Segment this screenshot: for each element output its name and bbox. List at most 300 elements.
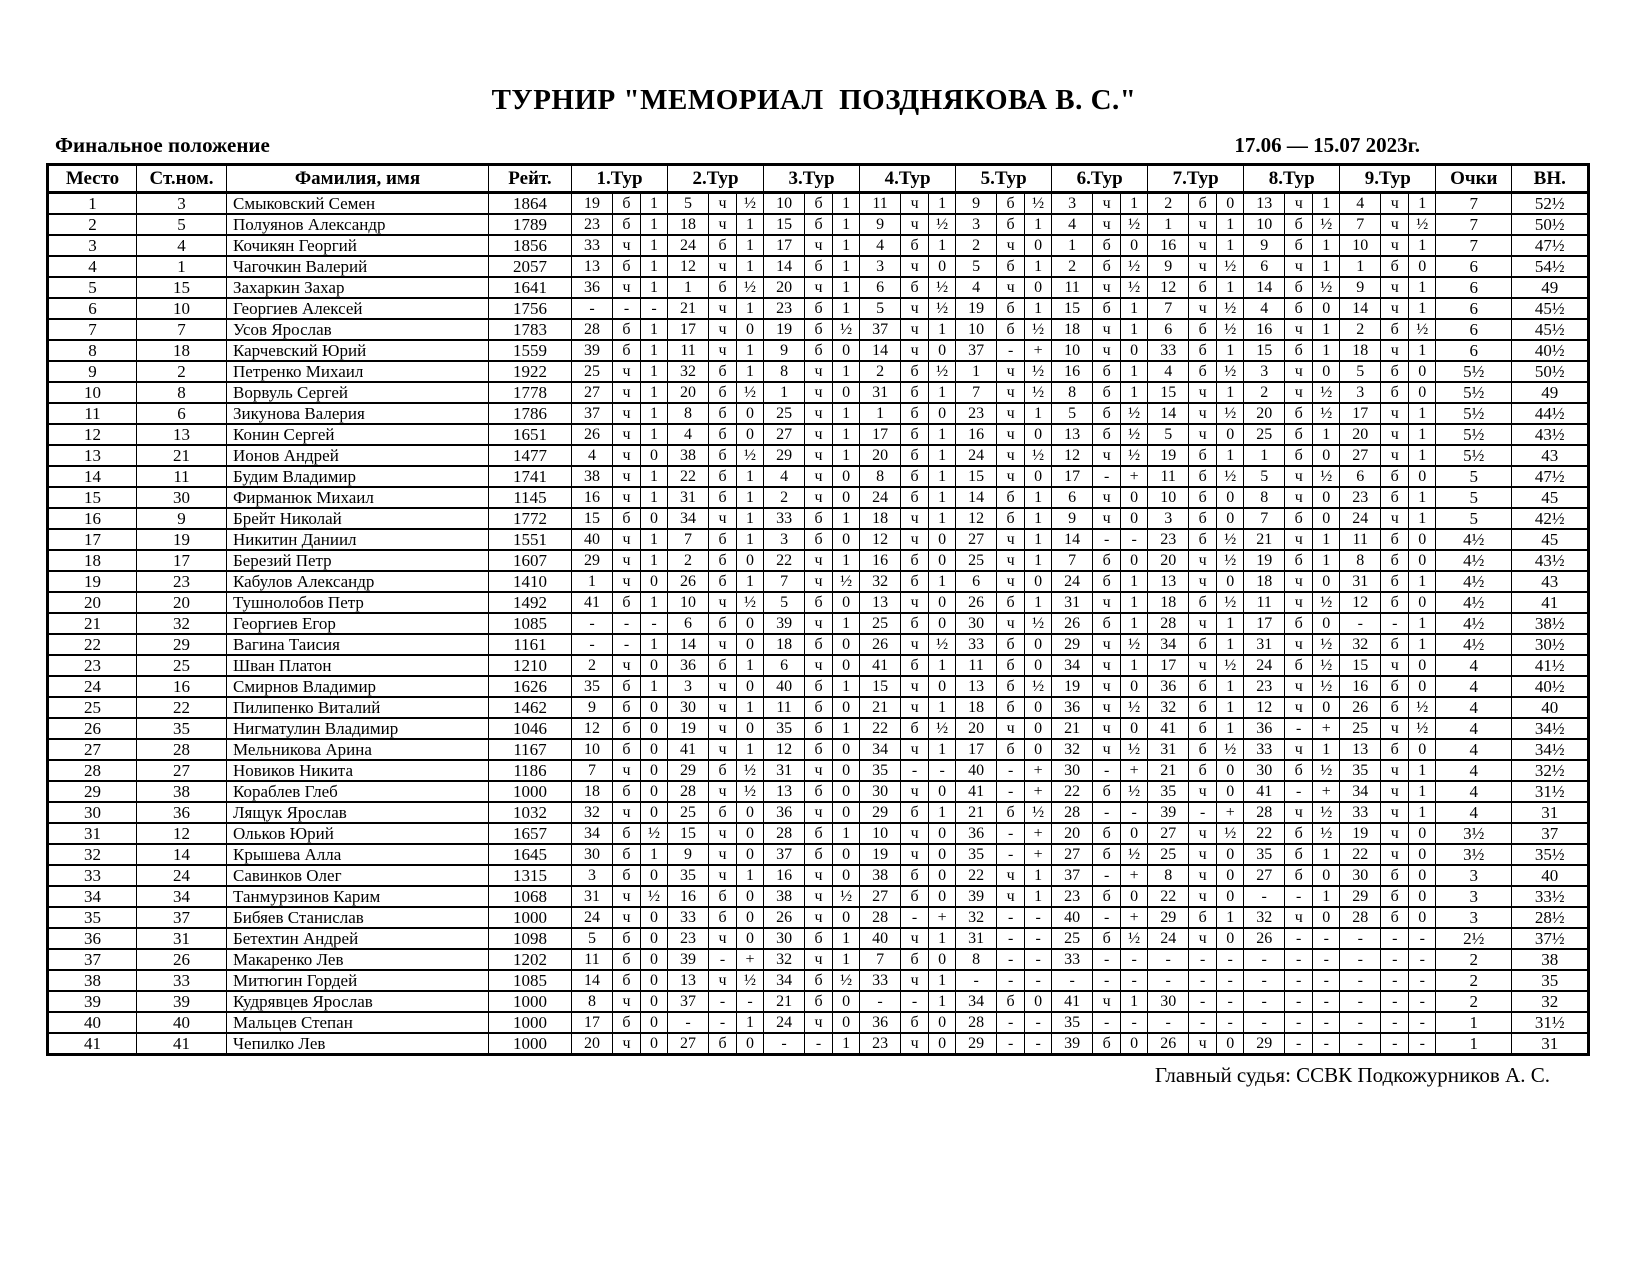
round-1-result: 1 <box>641 235 668 256</box>
round-4-color: ч <box>901 697 929 718</box>
round-8-opponent: 4 <box>1244 298 1285 319</box>
col-header-place: Место <box>48 165 137 193</box>
round-7-color: ч <box>1189 613 1217 634</box>
round-6-opponent: 4 <box>1052 214 1093 235</box>
place-cell: 37 <box>48 949 137 970</box>
round-4-opponent: 34 <box>860 739 901 760</box>
round-5-color: - <box>997 844 1025 865</box>
table-row <box>48 991 1589 1012</box>
round-5-opponent: 9 <box>956 193 997 215</box>
round-5-result: ½ <box>1025 802 1052 823</box>
round-2-color: б <box>709 571 737 592</box>
round-3-result: 1 <box>833 508 860 529</box>
round-5-color: - <box>997 970 1025 991</box>
round-5-result: ½ <box>1025 613 1052 634</box>
round-1-color: - <box>613 298 641 319</box>
round-2-color: б <box>709 235 737 256</box>
start-number-cell: 10 <box>137 298 227 319</box>
round-4-color: б <box>901 361 929 382</box>
round-5-result: - <box>1025 970 1052 991</box>
round-5-color: - <box>997 907 1025 928</box>
round-8-color: ч <box>1285 529 1313 550</box>
table-row <box>48 256 1589 277</box>
points-cell: 1 <box>1436 1033 1512 1055</box>
round-8-result: 1 <box>1313 319 1340 340</box>
round-7-opponent: 17 <box>1148 655 1189 676</box>
round-2-opponent: 19 <box>668 718 709 739</box>
round-2-opponent: 30 <box>668 697 709 718</box>
player-name: Вагина Таисия <box>227 634 489 655</box>
round-2-result: ½ <box>737 760 764 781</box>
round-4-opponent: 25 <box>860 613 901 634</box>
place-cell: 6 <box>48 298 137 319</box>
round-7-color: б <box>1189 487 1217 508</box>
round-7-color: ч <box>1189 571 1217 592</box>
round-8-result: 1 <box>1313 256 1340 277</box>
round-3-color: б <box>805 319 833 340</box>
round-5-opponent: 11 <box>956 655 997 676</box>
round-8-result: 1 <box>1313 235 1340 256</box>
points-cell: 4 <box>1436 802 1512 823</box>
round-4-color: б <box>901 886 929 907</box>
round-1-color: б <box>613 928 641 949</box>
round-3-color: ч <box>805 466 833 487</box>
round-5-color: ч <box>997 865 1025 886</box>
round-2-color: ч <box>709 634 737 655</box>
round-4-result: ½ <box>929 298 956 319</box>
points-cell: 5½ <box>1436 445 1512 466</box>
round-3-opponent: 34 <box>764 970 805 991</box>
round-1-opponent: 36 <box>572 277 613 298</box>
round-5-color: ч <box>997 886 1025 907</box>
round-3-opponent: 39 <box>764 613 805 634</box>
round-3-opponent: 14 <box>764 256 805 277</box>
round-1-result: 1 <box>641 214 668 235</box>
round-6-result: 0 <box>1121 487 1148 508</box>
round-5-result: 1 <box>1025 508 1052 529</box>
round-8-color: ч <box>1285 739 1313 760</box>
round-7-opponent: 11 <box>1148 466 1189 487</box>
rating-cell: 1607 <box>489 550 572 571</box>
round-8-color: б <box>1285 298 1313 319</box>
buchholz-cell: 43½ <box>1512 424 1589 445</box>
rating-cell: 1772 <box>489 508 572 529</box>
round-9-color: ч <box>1381 277 1409 298</box>
round-4-color: б <box>901 718 929 739</box>
round-9-color: ч <box>1381 445 1409 466</box>
round-4-result: ½ <box>929 277 956 298</box>
buchholz-cell: 45½ <box>1512 298 1589 319</box>
player-name: Макаренко Лев <box>227 949 489 970</box>
buchholz-cell: 45 <box>1512 529 1589 550</box>
buchholz-cell: 41½ <box>1512 655 1589 676</box>
round-7-result: 1 <box>1217 214 1244 235</box>
round-8-opponent: 17 <box>1244 613 1285 634</box>
round-6-opponent: 40 <box>1052 907 1093 928</box>
round-4-result: 0 <box>929 865 956 886</box>
player-name: Лящук Ярослав <box>227 802 489 823</box>
buchholz-cell: 43 <box>1512 571 1589 592</box>
round-1-color: б <box>613 823 641 844</box>
round-4-opponent: 21 <box>860 697 901 718</box>
round-5-opponent: 30 <box>956 613 997 634</box>
round-5-result: + <box>1025 340 1052 361</box>
round-6-opponent: 13 <box>1052 424 1093 445</box>
start-number-cell: 35 <box>137 718 227 739</box>
rating-cell: 1145 <box>489 487 572 508</box>
round-5-result: ½ <box>1025 319 1052 340</box>
round-8-result: ½ <box>1313 466 1340 487</box>
rating-cell: 1186 <box>489 760 572 781</box>
table-row <box>48 235 1589 256</box>
round-1-opponent: 2 <box>572 655 613 676</box>
round-2-opponent: 10 <box>668 592 709 613</box>
player-name: Новиков Никита <box>227 760 489 781</box>
round-1-result: 0 <box>641 760 668 781</box>
round-5-result: - <box>1025 949 1052 970</box>
round-7-opponent: 19 <box>1148 445 1189 466</box>
round-3-opponent: 31 <box>764 760 805 781</box>
points-cell: 3 <box>1436 907 1512 928</box>
round-8-color: - <box>1285 970 1313 991</box>
round-6-opponent: 35 <box>1052 1012 1093 1033</box>
round-9-color: - <box>1381 1012 1409 1033</box>
round-6-color: б <box>1093 256 1121 277</box>
buchholz-cell: 44½ <box>1512 403 1589 424</box>
buchholz-cell: 32½ <box>1512 760 1589 781</box>
round-6-opponent: 25 <box>1052 928 1093 949</box>
round-3-opponent: 30 <box>764 928 805 949</box>
round-6-opponent: 8 <box>1052 382 1093 403</box>
round-2-color: ч <box>709 928 737 949</box>
round-2-result: 0 <box>737 718 764 739</box>
round-2-color: - <box>709 991 737 1012</box>
round-9-result: - <box>1409 949 1436 970</box>
round-4-color: ч <box>901 340 929 361</box>
player-name: Зикунова Валерия <box>227 403 489 424</box>
player-name: Ольков Юрий <box>227 823 489 844</box>
round-7-color: б <box>1189 340 1217 361</box>
round-4-opponent: 9 <box>860 214 901 235</box>
round-1-color: б <box>613 508 641 529</box>
points-cell: 2 <box>1436 970 1512 991</box>
round-3-result: 1 <box>833 445 860 466</box>
round-5-result: 0 <box>1025 571 1052 592</box>
round-9-color: ч <box>1381 844 1409 865</box>
round-1-color: ч <box>613 445 641 466</box>
start-number-cell: 6 <box>137 403 227 424</box>
points-cell: 2 <box>1436 949 1512 970</box>
round-4-color: ч <box>901 970 929 991</box>
round-8-result: - <box>1313 1012 1340 1033</box>
round-5-color: б <box>997 655 1025 676</box>
place-cell: 31 <box>48 823 137 844</box>
round-6-opponent: 23 <box>1052 886 1093 907</box>
round-1-color: ч <box>613 361 641 382</box>
round-6-color: ч <box>1093 319 1121 340</box>
round-2-color: ч <box>709 844 737 865</box>
rating-cell: 1315 <box>489 865 572 886</box>
buchholz-cell: 40 <box>1512 697 1589 718</box>
round-8-color: - <box>1285 928 1313 949</box>
round-6-opponent: 2 <box>1052 256 1093 277</box>
round-6-result: + <box>1121 466 1148 487</box>
round-8-color: ч <box>1285 361 1313 382</box>
round-5-result: 1 <box>1025 865 1052 886</box>
round-7-opponent: 30 <box>1148 991 1189 1012</box>
round-6-color: - <box>1093 529 1121 550</box>
round-1-opponent: 35 <box>572 676 613 697</box>
col-header-round-3: 3.Тур <box>764 165 860 193</box>
round-1-color: ч <box>613 991 641 1012</box>
table-row <box>48 823 1589 844</box>
table-row <box>48 865 1589 886</box>
player-name: Кудрявцев Ярослав <box>227 991 489 1012</box>
round-1-opponent: 24 <box>572 907 613 928</box>
round-7-opponent: 14 <box>1148 403 1189 424</box>
round-1-color: ч <box>613 466 641 487</box>
round-4-result: 1 <box>929 487 956 508</box>
round-7-opponent: 5 <box>1148 424 1189 445</box>
round-5-color: б <box>997 634 1025 655</box>
round-5-color: - <box>997 781 1025 802</box>
round-6-opponent: 33 <box>1052 949 1093 970</box>
round-7-result: ½ <box>1217 529 1244 550</box>
round-9-color: - <box>1381 949 1409 970</box>
round-1-result: 0 <box>641 1033 668 1055</box>
round-5-opponent: 15 <box>956 466 997 487</box>
round-8-color: ч <box>1285 634 1313 655</box>
round-3-opponent: 40 <box>764 676 805 697</box>
round-7-color: б <box>1189 718 1217 739</box>
points-cell: 7 <box>1436 193 1512 215</box>
round-3-opponent: 35 <box>764 718 805 739</box>
round-7-opponent: 9 <box>1148 256 1189 277</box>
round-8-color: ч <box>1285 676 1313 697</box>
start-number-cell: 26 <box>137 949 227 970</box>
round-8-opponent: 11 <box>1244 592 1285 613</box>
place-cell: 27 <box>48 739 137 760</box>
round-7-color: б <box>1189 529 1217 550</box>
round-1-opponent: 33 <box>572 235 613 256</box>
start-number-cell: 36 <box>137 802 227 823</box>
round-4-result: + <box>929 907 956 928</box>
round-7-result: + <box>1217 802 1244 823</box>
results-table <box>46 163 1590 1056</box>
round-4-result: 1 <box>929 235 956 256</box>
start-number-cell: 7 <box>137 319 227 340</box>
round-8-color: б <box>1285 340 1313 361</box>
round-3-opponent: 27 <box>764 424 805 445</box>
round-7-result: ½ <box>1217 466 1244 487</box>
round-6-color: б <box>1093 886 1121 907</box>
round-7-color: ч <box>1189 235 1217 256</box>
round-5-result: 0 <box>1025 991 1052 1012</box>
start-number-cell: 29 <box>137 634 227 655</box>
round-1-result: 0 <box>641 781 668 802</box>
round-7-result: 1 <box>1217 235 1244 256</box>
round-8-color: - <box>1285 991 1313 1012</box>
round-1-result: ½ <box>641 886 668 907</box>
player-name: Смыковский Семен <box>227 193 489 215</box>
round-1-opponent: 16 <box>572 487 613 508</box>
round-2-result: 0 <box>737 319 764 340</box>
round-3-result: 1 <box>833 256 860 277</box>
round-1-opponent: 15 <box>572 508 613 529</box>
points-cell: 5½ <box>1436 424 1512 445</box>
buchholz-cell: 45½ <box>1512 319 1589 340</box>
round-4-opponent: 8 <box>860 466 901 487</box>
round-2-opponent: 9 <box>668 844 709 865</box>
round-3-opponent: 13 <box>764 781 805 802</box>
round-9-color: - <box>1381 991 1409 1012</box>
round-6-color: - <box>1093 760 1121 781</box>
round-4-opponent: 31 <box>860 382 901 403</box>
round-6-result: 0 <box>1121 340 1148 361</box>
place-cell: 23 <box>48 655 137 676</box>
round-1-color: б <box>613 949 641 970</box>
buchholz-cell: 40 <box>1512 865 1589 886</box>
round-3-color: ч <box>805 1012 833 1033</box>
player-name: Будим Владимир <box>227 466 489 487</box>
round-8-opponent: 12 <box>1244 697 1285 718</box>
round-2-color: б <box>709 529 737 550</box>
round-8-color: ч <box>1285 466 1313 487</box>
round-1-opponent: 38 <box>572 466 613 487</box>
round-7-color: б <box>1189 508 1217 529</box>
rating-cell: 1161 <box>489 634 572 655</box>
round-9-color: ч <box>1381 424 1409 445</box>
round-7-opponent: - <box>1148 949 1189 970</box>
round-5-opponent: 5 <box>956 256 997 277</box>
round-7-opponent: 12 <box>1148 277 1189 298</box>
results-table-body <box>48 193 1589 1055</box>
place-cell: 20 <box>48 592 137 613</box>
start-number-cell: 4 <box>137 235 227 256</box>
document-page <box>0 84 1628 1269</box>
table-row <box>48 382 1589 403</box>
round-3-result: 0 <box>833 739 860 760</box>
round-9-result: 1 <box>1409 277 1436 298</box>
player-name: Карчевский Юрий <box>227 340 489 361</box>
round-4-opponent: 18 <box>860 508 901 529</box>
round-3-result: 0 <box>833 697 860 718</box>
place-cell: 11 <box>48 403 137 424</box>
round-6-color: б <box>1093 928 1121 949</box>
round-6-opponent: 16 <box>1052 361 1093 382</box>
round-5-color: ч <box>997 424 1025 445</box>
table-row <box>48 592 1589 613</box>
round-3-opponent: 38 <box>764 886 805 907</box>
round-1-color: б <box>613 970 641 991</box>
round-3-result: 0 <box>833 865 860 886</box>
round-2-color: ч <box>709 970 737 991</box>
round-8-result: 1 <box>1313 844 1340 865</box>
round-8-result: - <box>1313 949 1340 970</box>
round-1-opponent: 10 <box>572 739 613 760</box>
round-1-result: 1 <box>641 424 668 445</box>
round-1-result: 0 <box>641 991 668 1012</box>
round-6-result: ½ <box>1121 445 1148 466</box>
round-6-color: ч <box>1093 697 1121 718</box>
points-cell: 7 <box>1436 235 1512 256</box>
place-cell: 38 <box>48 970 137 991</box>
rating-cell: 1786 <box>489 403 572 424</box>
round-8-color: ч <box>1285 319 1313 340</box>
place-cell: 5 <box>48 277 137 298</box>
points-cell: 6 <box>1436 319 1512 340</box>
round-1-opponent: 20 <box>572 1033 613 1055</box>
round-1-result: 1 <box>641 361 668 382</box>
round-9-result: 0 <box>1409 361 1436 382</box>
round-2-opponent: 28 <box>668 781 709 802</box>
round-3-opponent: 17 <box>764 235 805 256</box>
round-3-opponent: 7 <box>764 571 805 592</box>
player-name: Мальцев Степан <box>227 1012 489 1033</box>
round-6-opponent: - <box>1052 970 1093 991</box>
rating-cell: 1085 <box>489 970 572 991</box>
player-name: Крышева Алла <box>227 844 489 865</box>
round-7-result: 1 <box>1217 340 1244 361</box>
round-5-opponent: 13 <box>956 676 997 697</box>
round-1-opponent: 34 <box>572 823 613 844</box>
round-8-opponent: 24 <box>1244 655 1285 676</box>
round-6-opponent: 34 <box>1052 655 1093 676</box>
start-number-cell: 15 <box>137 277 227 298</box>
round-6-result: - <box>1121 802 1148 823</box>
round-8-color: - <box>1285 1012 1313 1033</box>
round-9-opponent: - <box>1340 970 1381 991</box>
place-cell: 24 <box>48 676 137 697</box>
round-1-result: 1 <box>641 634 668 655</box>
round-6-result: 0 <box>1121 508 1148 529</box>
start-number-cell: 8 <box>137 382 227 403</box>
round-3-result: 1 <box>833 403 860 424</box>
start-number-cell: 1 <box>137 256 227 277</box>
round-5-opponent: 6 <box>956 571 997 592</box>
round-1-color: ч <box>613 550 641 571</box>
round-9-opponent: 33 <box>1340 802 1381 823</box>
rating-cell: 1492 <box>489 592 572 613</box>
round-3-opponent: 20 <box>764 277 805 298</box>
round-1-opponent: 11 <box>572 949 613 970</box>
round-3-color: ч <box>805 571 833 592</box>
col-header-round-5: 5.Тур <box>956 165 1052 193</box>
round-6-result: 1 <box>1121 298 1148 319</box>
points-cell: 3½ <box>1436 823 1512 844</box>
round-3-result: ½ <box>833 319 860 340</box>
round-7-color: б <box>1189 907 1217 928</box>
round-8-result: ½ <box>1313 823 1340 844</box>
place-cell: 19 <box>48 571 137 592</box>
round-9-color: б <box>1381 634 1409 655</box>
table-row <box>48 445 1589 466</box>
start-number-cell: 38 <box>137 781 227 802</box>
round-8-opponent: - <box>1244 886 1285 907</box>
round-2-opponent: 4 <box>668 424 709 445</box>
round-3-color: ч <box>805 949 833 970</box>
round-6-result: 0 <box>1121 235 1148 256</box>
round-4-color: - <box>901 907 929 928</box>
place-cell: 2 <box>48 214 137 235</box>
rating-cell: 2057 <box>489 256 572 277</box>
round-7-result: 1 <box>1217 277 1244 298</box>
round-6-opponent: 1 <box>1052 235 1093 256</box>
round-7-opponent: 34 <box>1148 634 1189 655</box>
round-7-result: 1 <box>1217 718 1244 739</box>
round-7-opponent: - <box>1148 1012 1189 1033</box>
round-9-result: 0 <box>1409 256 1436 277</box>
